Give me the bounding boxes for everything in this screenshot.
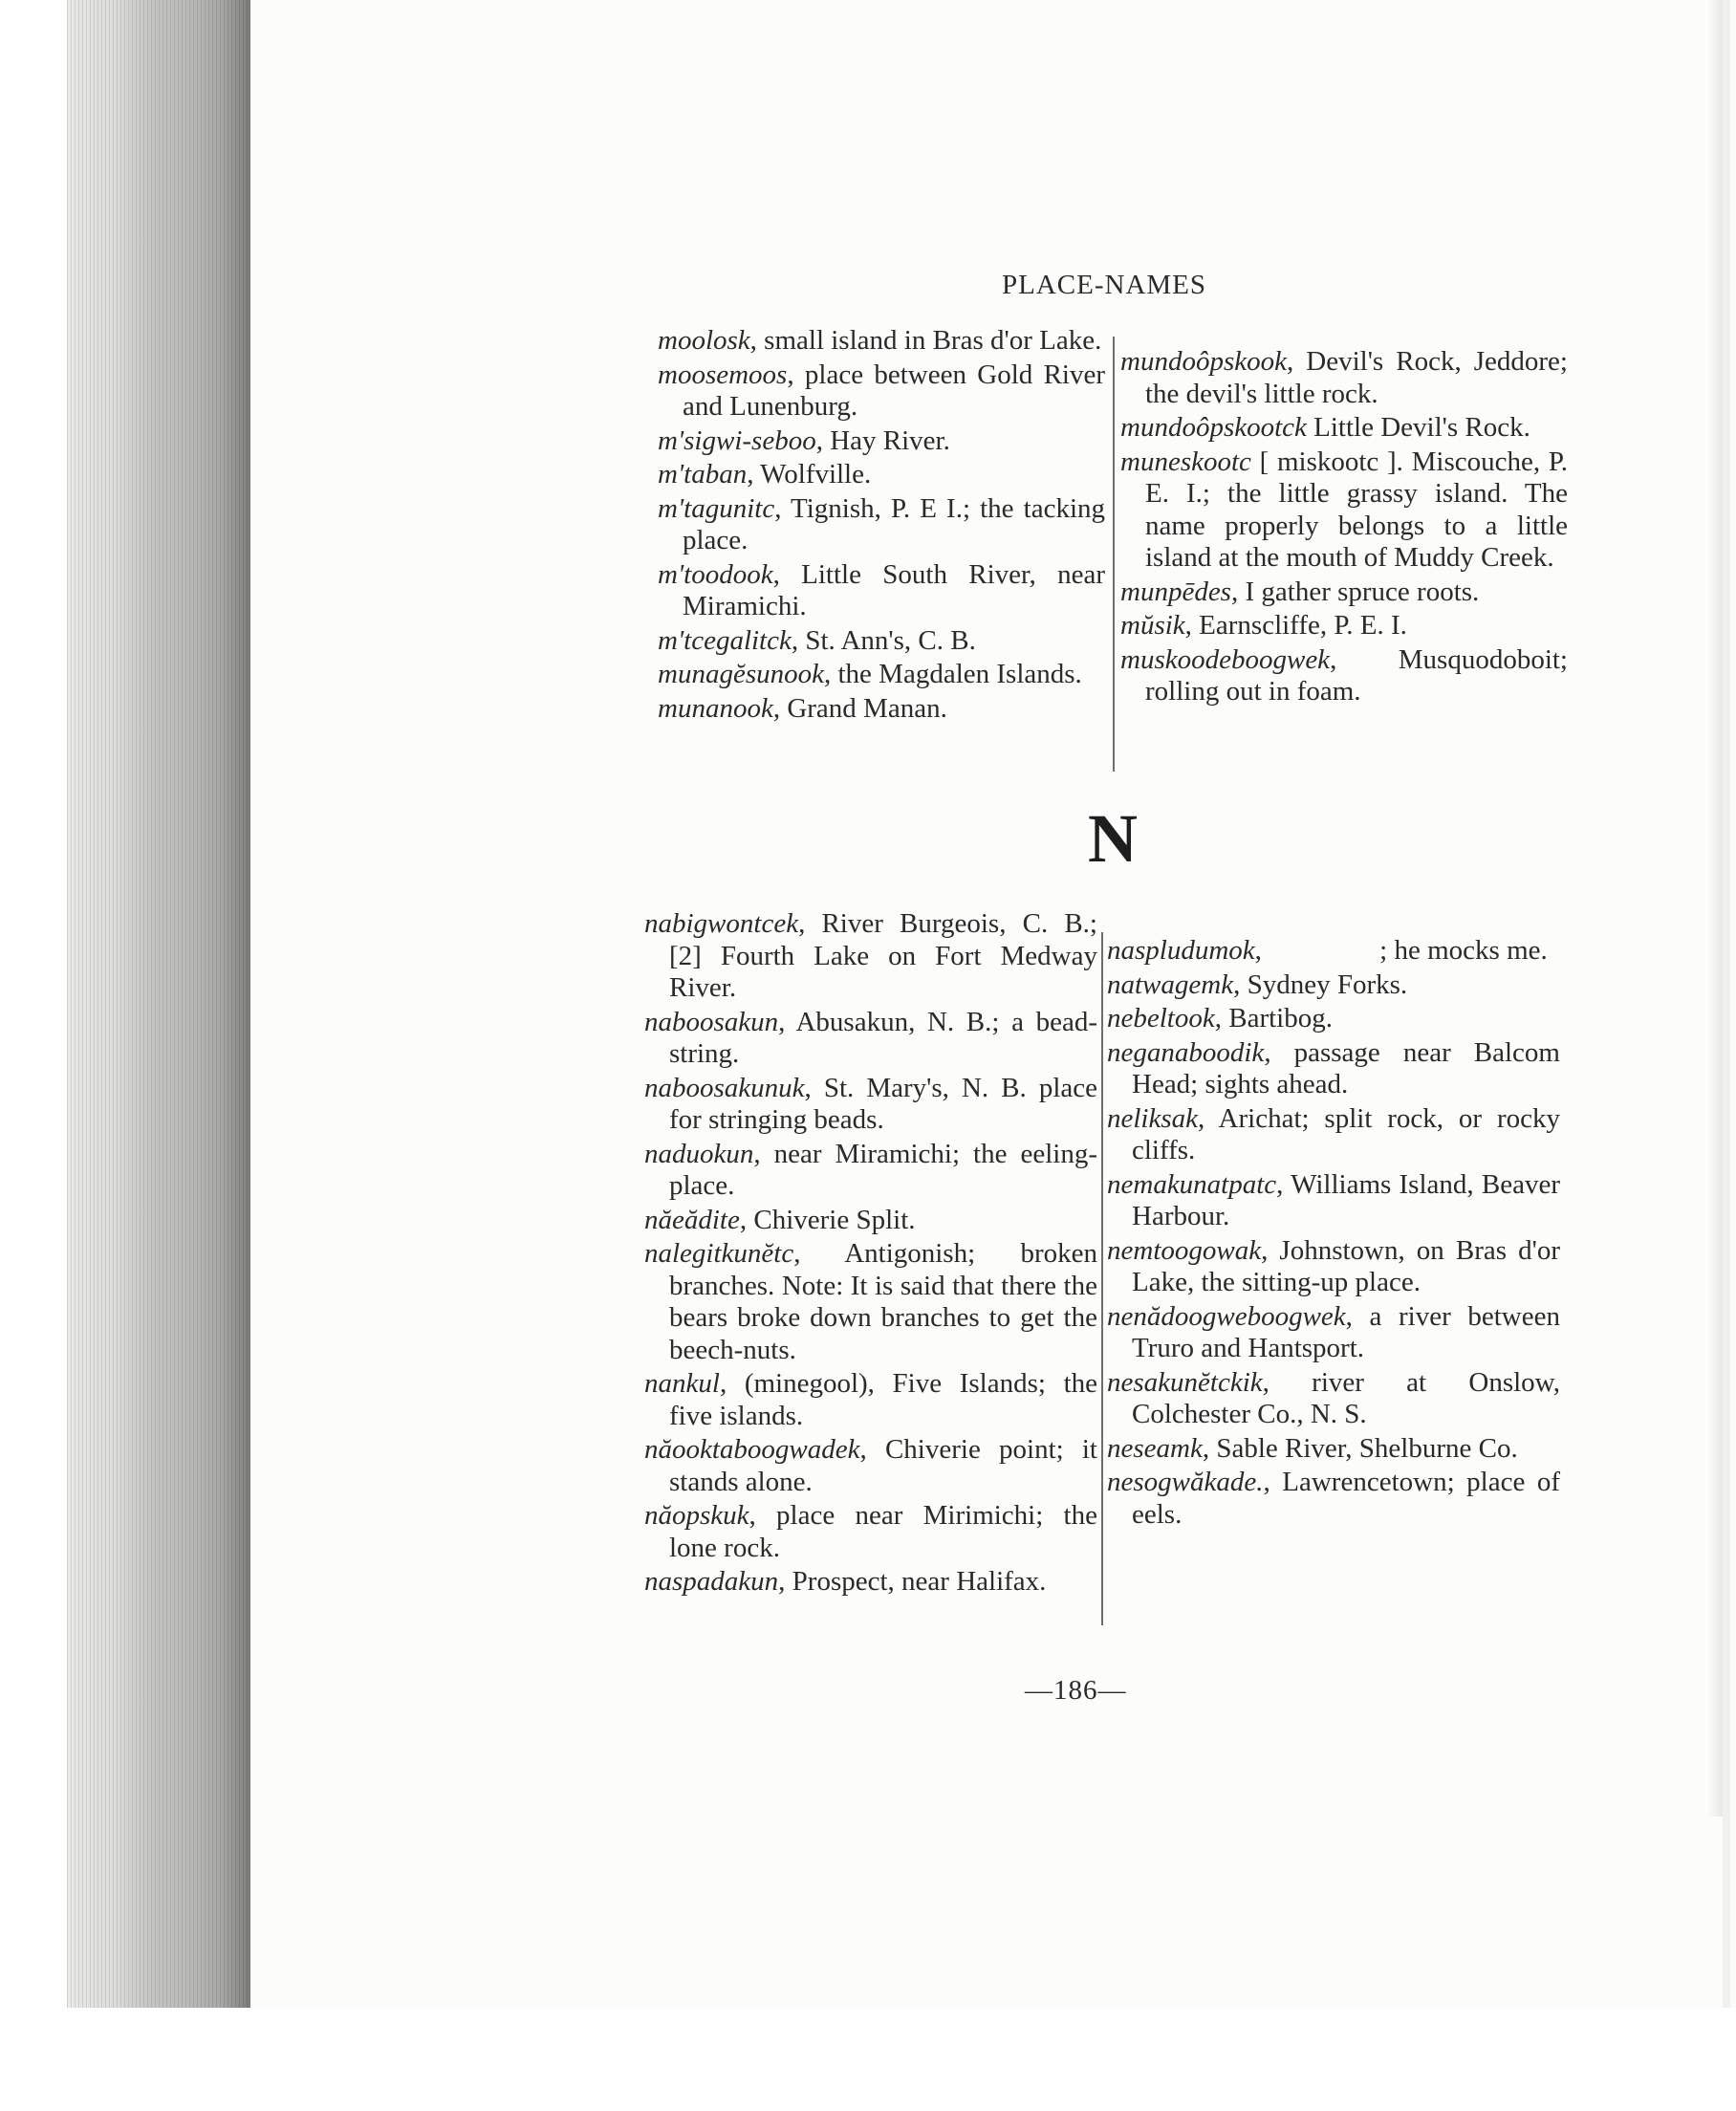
glossary-entry bbox=[1107, 1103, 1560, 1167]
glossary-entry bbox=[1120, 644, 1568, 708]
entry-term: neseamk bbox=[1107, 1432, 1203, 1464]
glossary-entry bbox=[1107, 1003, 1560, 1035]
entry-term: neganaboodik bbox=[1107, 1036, 1265, 1068]
entry-term: moolosk bbox=[658, 325, 750, 356]
glossary-entry bbox=[1107, 1433, 1560, 1466]
entry-gloss: , Little South River, near Miramichi. bbox=[683, 558, 1105, 621]
entry-gloss: , Wolfville. bbox=[747, 459, 872, 490]
bottom-right-column bbox=[1107, 935, 1560, 1533]
entry-term: neliksak bbox=[1107, 1102, 1199, 1134]
entry-term: nesakunĕtckik bbox=[1107, 1366, 1263, 1398]
entry-gloss: , Antigonish; broken branches. Note: It is said that there the bears broke down branches to get the beech-nuts. bbox=[669, 1238, 1097, 1365]
entry-term: mundoôpskook bbox=[1120, 346, 1287, 377]
entry-gloss: , Prospect, near Halifax. bbox=[778, 1566, 1047, 1597]
entry-term: m'sigwi-seboo bbox=[658, 424, 816, 456]
entry-term: m'tcegalitck bbox=[658, 624, 792, 656]
glossary-entry bbox=[658, 425, 1105, 458]
glossary-entry bbox=[1120, 446, 1568, 575]
entry-gloss: , Sable River, Shelburne Co. bbox=[1202, 1432, 1518, 1464]
entry-term: naduokun bbox=[644, 1138, 754, 1169]
glossary-entry bbox=[1107, 935, 1560, 968]
entry-term: naboosakunuk bbox=[644, 1072, 805, 1103]
entry-term: nabigwontcek bbox=[644, 908, 799, 939]
entry-gloss: , Devil's Rock, Jeddore; the devil's little rock. bbox=[1145, 346, 1568, 409]
entry-term: nemtoogowak bbox=[1107, 1234, 1262, 1266]
scan-background bbox=[0, 2008, 1736, 2111]
entry-term: naboosakun bbox=[644, 1006, 779, 1037]
entry-term: muneskootc bbox=[1120, 446, 1251, 477]
glossary-entry bbox=[658, 493, 1105, 557]
glossary-entry bbox=[644, 1566, 1097, 1599]
glossary-entry bbox=[658, 325, 1105, 358]
entry-gloss: , Lawrencetown; place of eels. bbox=[1132, 1467, 1560, 1530]
entry-term: naspludumok bbox=[1107, 935, 1255, 966]
entry-gloss: , Arichat; split rock, or rocky cliffs. bbox=[1132, 1102, 1560, 1165]
glossary-entry bbox=[1107, 1301, 1560, 1365]
glossary-entry bbox=[658, 625, 1105, 658]
entry-term: m'taban bbox=[658, 459, 748, 490]
entry-term: nalegitkunĕtc bbox=[644, 1238, 794, 1269]
stacked-page-edges bbox=[0, 0, 263, 2008]
glossary-entry bbox=[658, 659, 1105, 691]
entry-term: moosemoos bbox=[658, 359, 788, 390]
glossary-entry bbox=[1120, 346, 1568, 410]
glossary-entry bbox=[1107, 1467, 1560, 1531]
entry-gloss: , Chiverie Split. bbox=[739, 1204, 916, 1235]
entry-gloss: , Johnstown, on Bras d'or Lake, the sitting-up place. bbox=[1132, 1234, 1560, 1297]
entry-gloss: , near Miramichi; the eeling-place. bbox=[669, 1138, 1097, 1201]
entry-term: năooktaboogwadek bbox=[644, 1434, 860, 1465]
entry-term: năopskuk bbox=[644, 1500, 749, 1531]
entry-term: nankul bbox=[644, 1368, 720, 1399]
entry-gloss: , Chiverie point; it stands alone. bbox=[669, 1434, 1097, 1497]
running-header: PLACE-NAMES bbox=[1002, 270, 1207, 300]
glossary-entry bbox=[1107, 969, 1560, 1002]
page-edge-shadow bbox=[1705, 0, 1723, 1817]
entry-gloss: , St. Mary's, N. B. place for stringing beads. bbox=[669, 1072, 1097, 1135]
glossary-entry bbox=[658, 693, 1105, 726]
top-right-column bbox=[1120, 346, 1568, 710]
entry-term: nesogwăkade. bbox=[1107, 1467, 1264, 1497]
glossary-entry bbox=[1120, 412, 1568, 445]
glossary-entry bbox=[644, 1007, 1097, 1071]
glossary-entry bbox=[658, 559, 1105, 623]
top-left-column bbox=[658, 325, 1105, 727]
glossary-entry bbox=[644, 908, 1097, 1005]
entry-gloss: , place between Gold River and Lunenburg. bbox=[683, 359, 1105, 422]
entry-gloss: , passage near Balcom Head; sights ahead. bbox=[1132, 1036, 1560, 1099]
entry-gloss: , Williams Island, Beaver Harbour. bbox=[1132, 1168, 1560, 1231]
entry-term: m'toodook bbox=[658, 558, 773, 590]
glossary-entry bbox=[644, 1500, 1097, 1564]
glossary-entry bbox=[1107, 1367, 1560, 1431]
entry-gloss: , place near Mirimichi; the lone rock. bbox=[669, 1500, 1097, 1563]
section-letter-heading: N bbox=[1088, 800, 1138, 877]
entry-term: m'tagunitc bbox=[658, 492, 775, 524]
glossary-entry bbox=[658, 359, 1105, 424]
entry-term: năeădite bbox=[644, 1204, 740, 1235]
entry-gloss: , Bartibog. bbox=[1214, 1003, 1333, 1034]
entry-term: nenădoogweboogwek bbox=[1107, 1300, 1346, 1332]
bottom-left-column bbox=[644, 908, 1097, 1600]
entry-gloss: , the Magdalen Islands. bbox=[823, 659, 1082, 689]
glossary-entry bbox=[644, 1434, 1097, 1498]
entry-term: nemakunatpatc bbox=[1107, 1168, 1277, 1200]
entry-gloss: , Musquodoboit; rolling out in foam. bbox=[1145, 643, 1568, 707]
entry-gloss: , small island in Bras d'or Lake. bbox=[749, 325, 1102, 356]
glossary-entry bbox=[1120, 610, 1568, 642]
glossary-entry bbox=[1107, 1037, 1560, 1101]
glossary-entry bbox=[1120, 577, 1568, 609]
entry-gloss: , (minegool), Five Islands; the five islands. bbox=[669, 1368, 1097, 1431]
entry-gloss: , I gather spruce roots. bbox=[1230, 576, 1480, 607]
entry-term: natwagemk bbox=[1107, 968, 1234, 1000]
entry-term: naspadakun bbox=[644, 1566, 779, 1597]
entry-term: munpēdes bbox=[1120, 576, 1231, 607]
glossary-entry bbox=[644, 1073, 1097, 1137]
column-divider-bottom bbox=[1101, 932, 1103, 1625]
entry-gloss: , River Burgeois, C. B.; [2] Fourth Lake on Fort Medway River. bbox=[669, 908, 1097, 1003]
column-divider-top bbox=[1113, 337, 1115, 772]
entry-gloss: , St. Ann's, C. B. bbox=[791, 624, 976, 656]
glossary-entry bbox=[1107, 1169, 1560, 1233]
entry-gloss: , Grand Manan. bbox=[772, 692, 947, 724]
entry-gloss: , Abusakun, N. B.; a bead-string. bbox=[669, 1006, 1097, 1069]
entry-term: munagĕsunook bbox=[658, 659, 824, 689]
entry-gloss: , Tignish, P. E I.; the tacking place. bbox=[683, 492, 1105, 555]
entry-gloss: , ; he mocks me. bbox=[1254, 935, 1548, 966]
glossary-entry bbox=[644, 1205, 1097, 1237]
entry-gloss: , Hay River. bbox=[815, 424, 950, 456]
entry-term: mŭsik bbox=[1120, 610, 1185, 641]
entry-gloss: Little Devil's Rock. bbox=[1306, 412, 1530, 443]
glossary-entry bbox=[658, 459, 1105, 491]
glossary-entry bbox=[644, 1139, 1097, 1203]
entry-gloss: , Earnscliffe, P. E. I. bbox=[1184, 610, 1407, 641]
entry-gloss: , river at Onslow, Colchester Co., N. S. bbox=[1132, 1366, 1560, 1429]
entry-gloss: [ miskootc ]. Miscouche, P. E. I.; the little grassy island. The name properly belongs to a little island at the mouth of Muddy Creek. bbox=[1145, 446, 1568, 573]
entry-term: munanook bbox=[658, 692, 773, 724]
glossary-entry bbox=[644, 1368, 1097, 1432]
entry-term: muskoodeboogwek bbox=[1120, 643, 1331, 675]
entry-term: mundoôpskootck bbox=[1120, 412, 1307, 443]
page-number: —186— bbox=[1025, 1675, 1127, 1706]
glossary-entry bbox=[644, 1238, 1097, 1366]
entry-gloss: , Sydney Forks. bbox=[1233, 968, 1408, 1000]
entry-term: nebeltook bbox=[1107, 1003, 1215, 1034]
entry-gloss: , a river between Truro and Hantsport. bbox=[1132, 1300, 1560, 1363]
glossary-entry bbox=[1107, 1235, 1560, 1299]
